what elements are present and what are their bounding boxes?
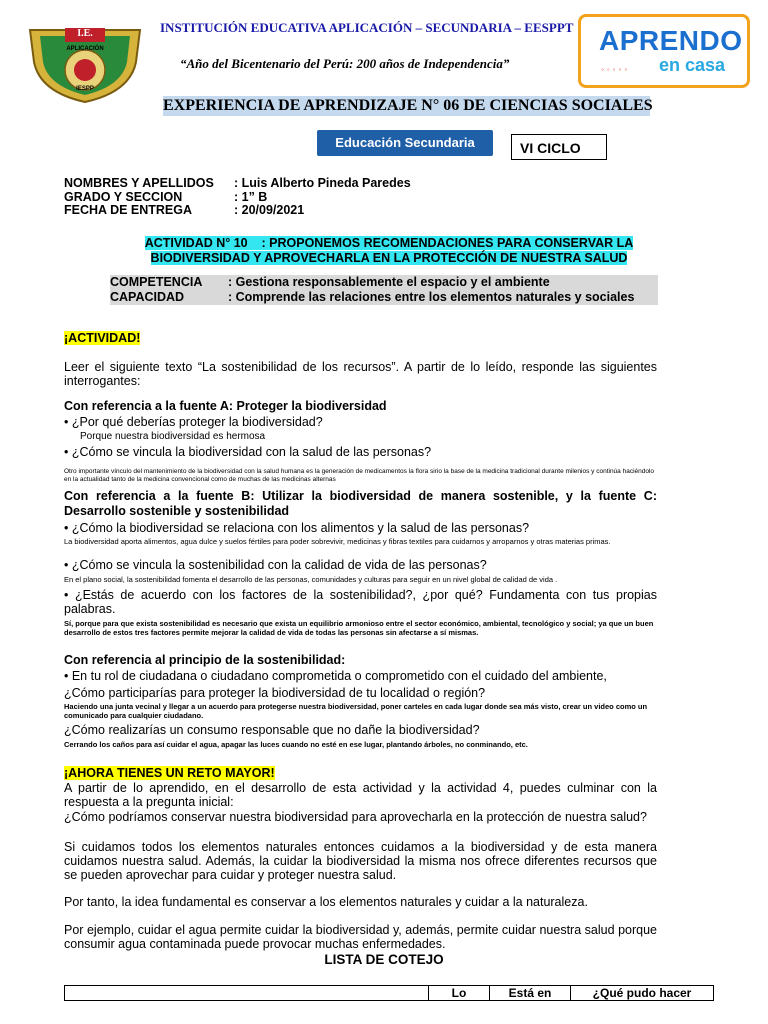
logo-text: I.E. [77, 28, 93, 39]
intro-paragraph: Leer el siguiente texto “La sostenibilidad de los recursos”. A partir de lo leído, responde las siguientes interrogantes: [64, 360, 657, 388]
reto-paragraph-3: Por ejemplo, cuidar el agua permite cuidar la biodiversidad y, además, permite cuidar nuestra salud porque consumir agua contaminada puede provocar muchas enfermedades. [64, 923, 657, 951]
year-motto: “Año del Bicentenario del Perú: 200 años de Independencia” [180, 56, 510, 71]
question-c1: • En tu rol de ciudadana o ciudadano comprometida o comprometido con el cuidado del ambiente, [64, 669, 607, 683]
col-que-pudo-hacer: ¿Qué pudo hacer [571, 986, 714, 1001]
criteria-cell [65, 986, 429, 1001]
question-a2: • ¿Cómo se vincula la biodiversidad con la salud de las personas? [64, 445, 432, 459]
answer-b3: Sí, porque para que exista sostenibilidad es necesario que exista un equilibrio armonioso entre el sector económico, ambiental, tecnológico y social; ya que un buen desarrollo de estos tres factores permite mejorar la calidad de vida de todas las personas sin afectarse a sí mismas. [64, 619, 654, 637]
school-logo [20, 22, 150, 104]
reto-question: ¿Cómo podríamos conservar nuestra biodiversidad para aprovecharla en la protección de nuestra salud? [64, 810, 647, 824]
table-row [65, 986, 714, 1001]
checklist-table [64, 985, 714, 1001]
question-b1: • ¿Cómo la biodiversidad se relaciona con los alimentos y la salud de las personas? [64, 521, 530, 535]
en-casa-text: en casa [659, 55, 726, 75]
competencia-value: : Gestiona responsablemente el espacio y el ambiente [228, 275, 550, 289]
logo-bottom-text: IESPP [76, 86, 94, 92]
date-label: FECHA DE ENTREGA [64, 203, 193, 217]
reto-heading: ¡AHORA TIENES UN RETO MAYOR! [64, 766, 275, 780]
education-level-badge: Educación Secundaria [317, 130, 493, 156]
question-a1: • ¿Por qué deberías proteger la biodiversidad? [64, 415, 323, 429]
date-value: : 20/09/2021 [234, 203, 305, 217]
grade-value: : 1” B [234, 189, 268, 204]
answer-a1: Porque nuestra biodiversidad es hermosa [80, 431, 266, 442]
answer-c2: Cerrando los caños para así cuidar el agua, apagar las luces cuando no esté en ese lugar, plantando árboles, no conminando, etc. [64, 740, 528, 749]
experience-title: EXPERIENCIA DE APRENDIZAJE N° 06 DE CIENCIAS SOCIALES [163, 97, 653, 114]
capacidad-value: : Comprende las relaciones entre los elementos naturales y sociales [228, 290, 635, 304]
name-value: : Luis Alberto Pineda Paredes [234, 176, 411, 190]
activity-title [115, 236, 663, 266]
aprendo-en-casa-logo [578, 14, 750, 88]
reto-paragraph-1: A partir de lo aprendido, en el desarrollo de esta actividad y la actividad 4, puedes culminar con la respuesta a la pregunta inicial: [64, 781, 657, 809]
capacidad-label: CAPACIDAD [110, 290, 185, 304]
question-b2: • ¿Cómo se vincula la sostenibilidad con la calidad de vida de las personas? [64, 558, 487, 572]
answer-b2: En el plano social, la sostenibilidad fomenta el desarrollo de las personas, comunidades y culturas para seguir en un nivel global de calidad de vida . [64, 575, 558, 584]
institution-name: INSTITUCIÓN EDUCATIVA APLICACIÓN – SECUNDARIA – EESPPT [160, 20, 574, 35]
color-dots-icon: ◦◦◦◦◦ [601, 65, 631, 74]
competencia-block [110, 275, 658, 305]
reto-answer: Si cuidamos todos los elementos naturales entonces cuidamos a la biodiversidad y de esta manera cuidamos nuestra salud. Además, la cuidar la biodiversidad la misma nos ofrece diferentes recursos que se pueden aprovechar para cuidar y proteger nuestra salud. [64, 840, 657, 882]
question-b3: • ¿Estás de acuerdo con los factores de la sostenibilidad?, ¿por qué? Fundamenta con tus propias palabras. [64, 588, 657, 616]
student-info [64, 177, 411, 218]
answer-b1: La biodiversidad aporta alimentos, agua dulce y suelos fértiles para poder sobrevivir, medicinas y fibras textiles para cuidarnos y arroparnos y otras materias primas. [64, 537, 611, 546]
fuente-bc-heading: Con referencia a la fuente B: Utilizar la biodiversidad de manera sostenible, y la fuente C: Desarrollo sostenible y sostenibilidad [64, 489, 657, 518]
competencia-label: COMPETENCIA [110, 275, 203, 289]
lista-cotejo-title: LISTA DE COTEJO [324, 952, 444, 967]
col-lo: Lo [429, 986, 490, 1001]
grade-label: GRADO Y SECCION [64, 189, 183, 204]
answer-a2: Otro importante vínculo del mantenimiento de la biodiversidad con la salud humana es la generación de medicamentos la flora sirio la base de la medicina tradicional durante milenios y continúa haciéndolo en la actualidad tanto de la medicina convencional como de muchas de las medicinas alternas [64, 468, 655, 483]
activity-title-line2: BIODIVERSIDAD Y APROVECHARLA EN LA PROTECCIÓN DE NUESTRA SALUD [150, 251, 628, 265]
question-c2: ¿Cómo realizarías un consumo responsable que no dañe la biodiversidad? [64, 723, 480, 737]
activity-title-line1: ACTIVIDAD N° 10 : PROPONEMOS RECOMENDACIONES PARA CONSERVAR LA [144, 236, 634, 250]
col-esta-en: Está en [490, 986, 571, 1001]
aprendo-title: APRENDO [599, 25, 743, 56]
fuente-a-heading: Con referencia a la fuente A: Proteger la biodiversidad [64, 399, 387, 413]
cycle-box: VI CICLO [511, 134, 607, 160]
logo-subtext: APLICACIÓN [66, 46, 104, 52]
activity-heading: ¡ACTIVIDAD! [64, 331, 141, 345]
reto-paragraph-2: Por tanto, la idea fundamental es conservar a los elementos naturales y cuidar a la naturaleza. [64, 895, 588, 909]
answer-c1: Haciendo una junta vecinal y llegar a un acuerdo para protegerse nuestra biodiversidad, poner carteles en cada lugar donde sea más visto, crear un video como un comunicado para cualquier ciudadano. [64, 702, 648, 720]
question-c1b: ¿Cómo participarías para proteger la biodiversidad de tu localidad o región? [64, 686, 486, 700]
principio-heading: Con referencia al principio de la sostenibilidad: [64, 653, 346, 667]
name-label: NOMBRES Y APELLIDOS [64, 176, 214, 190]
